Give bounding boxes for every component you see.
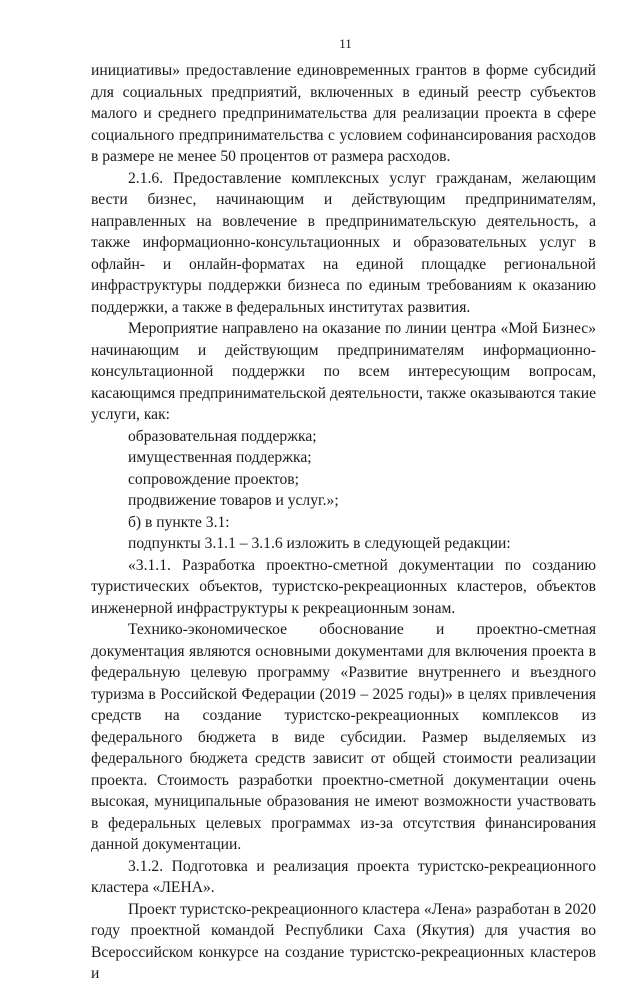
list-item-educational-support: образовательная поддержка; [128, 427, 317, 445]
paragraph-my-business-center: Мероприятие направлено на оказание по линии центра «Мой Бизнес» начинающим и действующим предпринимателям информационно-консультационной поддержки по всем интересующим вопросам, касающимся предпринимательской деятельности, также оказываются такие услуги, как: [91, 320, 596, 423]
paragraph-clause-3-1: б) в пункте 3.1: [128, 513, 230, 531]
paragraph-feasibility-study: Технико-экономическое обоснование и проектно-сметная документация являются основными документами для включения проекта в федеральную целевую программу «Развитие внутреннего и въездного туризма в Российской Федерации (2019 – 2025 годы)» в целях привлечения средств на создание туристско-рекреационных комплексов из федерального бюджета в виде субсидии. Размер выделяемых из федерального бюджета средств зависит от общей стоимости реализации проекта. Стоимость разработки проектно-сметной документации очень высокая, муниципальные образования не имеют возможности участвовать в федеральных целевых программах из-за отсутствия финансирования данной документации. [91, 621, 596, 853]
paragraph-grants-continuation: инициативы» предоставление единовременных грантов в форме субсидий для социальных предприятий, включенных в единый реестр субъектов малого и среднего предпринимательства для реализации проекта в сфере социального предпринимательства с условием софинансирования расходов в размере не менее 50 процентов от размера расходов. [91, 62, 596, 165]
paragraph-lena-cluster: Проект туристско-рекреационного кластера «Лена» разработан в 2020 году проектной командой Республики Саха (Якутия) для участия во Всероссийском конкурсе на создание туристско-рекреационных кластеров и [91, 900, 596, 982]
paragraph-item-2-1-6: 2.1.6. Предоставление комплексных услуг гражданам, желающим вести бизнес, начинающим и действующим предпринимателям, направленных на вовлечение в предпринимательскую деятельность, а также информационно-консультационных и образовательных услуг в офлайн- и онлайн-форматах на единой площадке региональной инфраструктуры поддержки бизнеса по единым требованиям к оказанию поддержки, а также в федеральных институтах развития. [91, 169, 596, 316]
paragraph-item-3-1-1: «3.1.1. Разработка проектно-сметной документации по созданию туристических объектов, туристско-рекреационных кластеров, объектов инженерной инфраструктуры к рекреационным зонам. [91, 556, 596, 617]
list-item-goods-promotion: продвижение товаров и услуг.»; [128, 492, 339, 509]
page-number: 11 [339, 36, 352, 51]
list-item-project-support: сопровождение проектов; [128, 470, 299, 488]
paragraph-subclauses-edit: подпункты 3.1.1 – 3.1.6 изложить в следующей редакции: [128, 535, 511, 552]
list-item-property-support: имущественная поддержка; [128, 449, 312, 466]
paragraph-item-3-1-2: 3.1.2. Подготовка и реализация проекта туристско-рекреационного кластера «ЛЕНА». [91, 857, 596, 896]
